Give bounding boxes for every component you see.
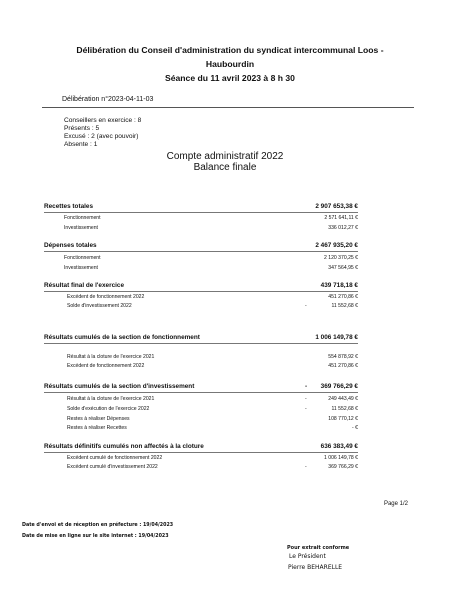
row-value: - € [352, 425, 358, 431]
recettes-invest-row [0, 225, 450, 235]
row-label: Solde d'investissement 2022 [67, 303, 132, 309]
date-mise-en-ligne: Date de mise en ligne sur le site internet : 19/04/2023 [22, 534, 169, 539]
row-label: Résultats cumulés de la section de fonctionnement [44, 334, 200, 341]
date-envoi: Date d'envoi et de réception en préfecture : 19/04/2023 [22, 523, 174, 528]
cumul-invest-2022-row [0, 406, 450, 416]
restes-recettes-row [0, 425, 450, 435]
row-label: Résultats définitifs cumulés non affectés à la cloture [44, 443, 204, 450]
row-value: 2 907 653,38 € [315, 203, 358, 210]
row-label: Restes à réaliser Recettes [67, 425, 127, 431]
row-label: Fonctionnement [64, 215, 101, 221]
row-label: Excédent de fonctionnement 2022 [67, 294, 145, 300]
row-label: Dépenses totales [44, 242, 97, 249]
row-label: Solde d'exécution de l'exercice 2022 [67, 406, 150, 412]
row-label: Résultat final de l'exercice [44, 282, 125, 289]
row-value: 1 006 149,78 € [315, 334, 358, 341]
row-value: 2 571 641,11 € [324, 215, 358, 221]
page-number: Page 1/2 [383, 501, 408, 507]
row-divider [44, 392, 358, 393]
row-label: Restes à réaliser Dépenses [67, 416, 130, 422]
row-divider [44, 452, 358, 453]
negative-sign: - [305, 303, 307, 309]
row-value: 369 766,29 € [320, 383, 358, 390]
row-value: 108 770,12 € [328, 416, 358, 422]
negative-sign: - [305, 383, 308, 390]
row-divider [44, 251, 358, 252]
row-value: 1 006 149,78 € [324, 455, 358, 461]
row-value: 636 383,49 € [320, 443, 358, 450]
row-value: 451 270,86 € [328, 294, 358, 300]
row-label: Fonctionnement [64, 255, 101, 261]
title-line-1: Délibération du Conseil d'administration du syndicat intercommunal Loos - [76, 45, 384, 55]
row-label: Recettes totales [44, 203, 94, 210]
row-label: Résultats cumulés de la section d'investissement [44, 383, 195, 390]
excuses-count: Excusé : 2 (avec pouvoir) [64, 133, 139, 140]
row-label: Excédent de fonctionnement 2022 [67, 363, 145, 369]
row-label: Investissement [64, 225, 98, 231]
row-value: 369 766,29 € [328, 464, 358, 470]
row-value: 2 467 935,20 € [315, 242, 358, 249]
resultat-invest-row [0, 303, 450, 313]
negative-sign: - [305, 464, 307, 470]
title-line-3: Séance du 11 avril 2023 à 8 h 30 [165, 73, 295, 83]
signature-role: Le Président [289, 553, 326, 560]
cumul-fonct-2022-row [0, 363, 450, 373]
def-invest-row [0, 464, 450, 474]
subtitle-balance: Balance finale [193, 162, 257, 173]
cumul-invest-2021-row [0, 396, 450, 406]
row-value: 11 552,68 € [331, 406, 358, 412]
row-label: Excédent cumulé d'investissement 2022 [67, 464, 158, 470]
row-value: 11 552,68 € [331, 303, 358, 309]
subtitle-compte: Compte administratif 2022 [166, 151, 284, 162]
absente-count: Absente : 1 [64, 141, 98, 148]
row-value: 336 012,27 € [328, 225, 358, 231]
row-value: 451 270,86 € [328, 363, 358, 369]
row-value: 554 878,92 € [328, 354, 358, 360]
row-value: 2 120 370,25 € [324, 255, 358, 261]
negative-sign: - [305, 406, 307, 412]
header-rule [42, 107, 414, 108]
row-label: Investissement [64, 265, 98, 271]
signature-name: Pierre BEHARELLE [288, 564, 343, 571]
conseillers-count: Conseillers en exercice : 8 [64, 117, 142, 124]
row-value: 249 443,49 € [328, 396, 358, 402]
negative-sign: - [305, 396, 307, 402]
row-label: Excédent cumulé de fonctionnement 2022 [67, 455, 163, 461]
deliberation-number: Délibération n°2023-04-11-03 [62, 96, 154, 103]
row-divider [44, 343, 358, 344]
row-divider [44, 291, 358, 292]
row-label: Résultat à la cloture de l'exercice 2021 [67, 354, 155, 360]
depenses-fonct-row [0, 255, 450, 265]
row-value: 347 564,95 € [328, 265, 358, 271]
title-line-2: Haubourdin [205, 59, 255, 69]
row-divider [44, 212, 358, 213]
recettes-fonct-row [0, 215, 450, 225]
depenses-invest-row [0, 265, 450, 275]
extrait-conforme: Pour extrait conforme [287, 545, 350, 551]
presents-count: Présents : 5 [64, 125, 100, 132]
row-label: Résultat à la cloture de l'exercice 2021 [67, 396, 155, 402]
row-value: 439 718,18 € [320, 282, 358, 289]
